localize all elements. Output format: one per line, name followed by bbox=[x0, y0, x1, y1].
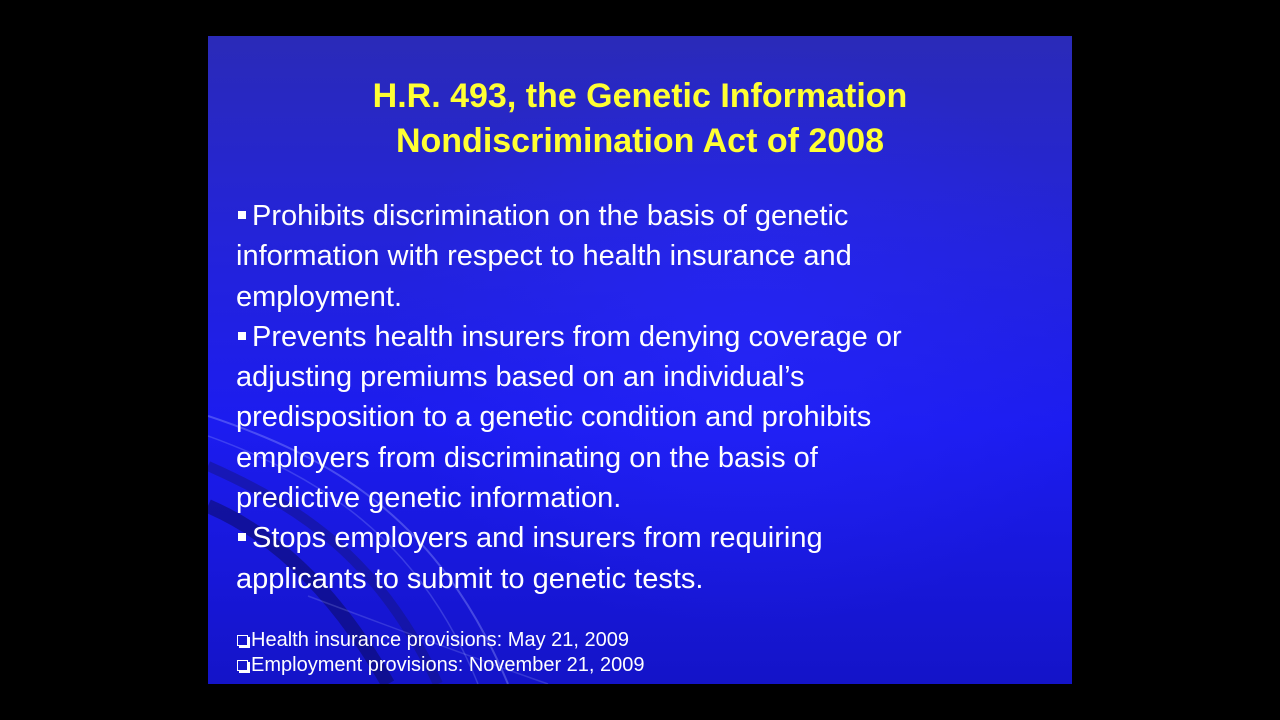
bullet-line: Prevents health insurers from denying coverage or bbox=[252, 320, 902, 353]
bullet-line: applicants to submit to genetic tests. bbox=[236, 562, 704, 595]
square-bullet-icon bbox=[238, 533, 246, 541]
presentation-slide bbox=[208, 36, 1072, 684]
bullet-line: employment. bbox=[236, 280, 403, 313]
bullet-line: predisposition to a genetic condition and prohibits bbox=[236, 401, 872, 434]
bullet-item-2 bbox=[236, 317, 1036, 518]
bullet-line: Prohibits discrimination on the basis of genetic bbox=[252, 200, 849, 232]
date-item-label: Health insurance provisions: May 21, 2009 bbox=[251, 629, 629, 651]
checkbox-bullet-icon bbox=[237, 660, 248, 671]
square-bullet-icon bbox=[238, 332, 246, 340]
slide-title-line-1: H.R. 493, the Genetic Information bbox=[372, 77, 908, 115]
bullet-line: Stops employers and insurers from requiring bbox=[252, 522, 823, 555]
bullet-item-3 bbox=[236, 518, 1036, 599]
bullet-list bbox=[236, 196, 1036, 599]
square-bullet-icon bbox=[238, 211, 246, 219]
date-item-employment bbox=[236, 653, 936, 678]
slide-title-line-2: Nondiscrimination Act of 2008 bbox=[395, 122, 885, 160]
bullet-line: predictive genetic information. bbox=[236, 482, 622, 515]
checkbox-bullet-icon bbox=[237, 635, 248, 646]
bullet-item-1 bbox=[236, 196, 1036, 317]
bullet-line: information with respect to health insurance and bbox=[236, 240, 852, 273]
bullet-line: adjusting premiums based on an individual’s bbox=[236, 361, 805, 394]
bullet-line: employers from discriminating on the basis of bbox=[236, 441, 818, 474]
date-item-health-insurance bbox=[236, 628, 936, 653]
date-item-label: Employment provisions: November 21, 2009 bbox=[251, 654, 645, 676]
effective-dates-list bbox=[236, 628, 936, 678]
slide-title bbox=[208, 74, 1072, 164]
